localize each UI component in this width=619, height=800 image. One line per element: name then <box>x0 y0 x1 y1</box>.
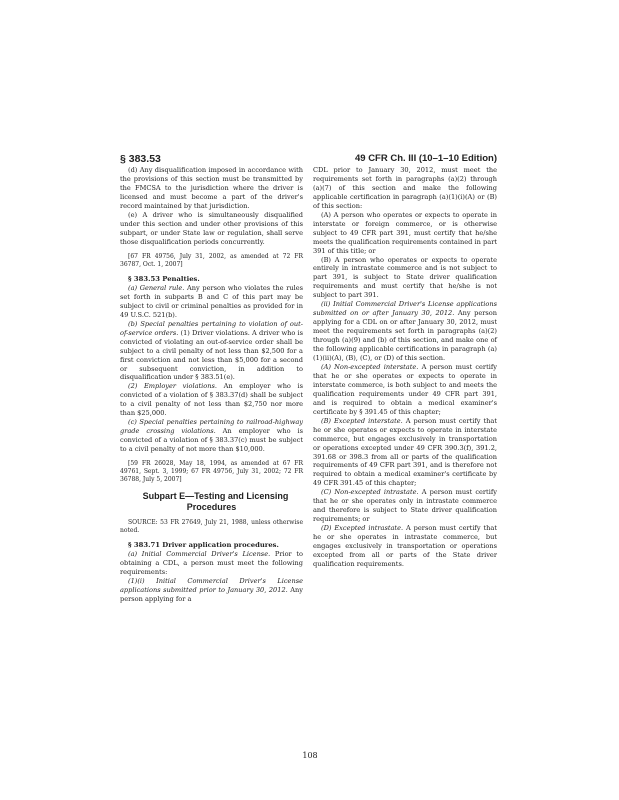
paragraph: CDL prior to January 30, 2012, must meet the requirements set forth in paragraphs (a)(2) through (a)(7) of this section and make the following applicable certification in paragraph (a)(1)(i)(A) or (B) of this section: <box>313 166 497 210</box>
paragraph-label: (C) Non-excepted intrastate. <box>321 488 419 497</box>
paragraph <box>120 550 303 577</box>
section-heading: § 383.53 Penalties. <box>128 274 200 283</box>
right-column <box>313 166 497 569</box>
paragraph-label: (b) Special penalties pertaining to violation of out-of-service orders. <box>120 319 303 337</box>
paragraph <box>120 284 303 320</box>
paragraph <box>313 524 497 569</box>
running-title: 49 CFR Ch. III (10–1–10 Edition) <box>354 153 497 164</box>
paragraph: (A) A person who operates or expects to operate in interstate or foreign commerce, or is otherwise subject to 49 CFR part 391, must certify that he/she meets the qualification requirements contained in part 391 of this title; or <box>313 210 497 255</box>
paragraph-label: (2) Employer violations. <box>128 382 217 391</box>
paragraph-label: (D) Excepted intrastate. <box>321 524 404 533</box>
paragraph-label: (a) General rule. <box>128 283 185 292</box>
paragraph: (d) Any disqualification imposed in accordance with the provisions of this section must be transmitted by the FMCSA to the jurisdiction where the driver is licensed and must become a part of the driver's record maintained by that jurisdiction. <box>120 166 303 210</box>
paragraph-text: Any person applying for a CDL on or after January 30, 2012, must meet the requirements set forth in paragraphs (a)(2) through (a)(9) and (b) of this section, and make one of the following applicable certifications in paragraph (a)(1)(ii)(A), (B), (C), or (D) of this section. <box>313 309 497 363</box>
paragraph-text: A person must certify that he or she operates or expects to operate in interstate commerce, but engages exclusively in transportation or operations excepted under 49 CFR 390.3(f), 391.2, 391.68 or 398.3 from all or parts of the qualification requirements of 49 CFR part 391, and is therefore not required to obtain a medical examiner's certificate by 49 CFR 391.45 of this chapter; <box>313 416 497 488</box>
paragraph <box>120 382 303 418</box>
paragraph-text: A person must certify that he or she operates or expects to operate in interstate commerce, is both subject to and meets the qualification requirements under 49 CFR part 391, and is required to obtain a medical examiner's certificate by § 391.45 of this chapter; <box>313 362 497 416</box>
paragraph-text: Any person applying for a <box>120 585 303 603</box>
paragraph <box>313 417 497 489</box>
paragraph <box>120 577 303 604</box>
left-column <box>120 166 303 604</box>
section-heading: § 383.71 Driver application procedures. <box>128 541 279 550</box>
subpart-heading: Subpart E—Testing and Licensing Procedures <box>142 490 289 512</box>
paragraph-text: An employer who is convicted of a violation of § 383.37(c) must be subject to a civil penalty of not more than $10,000. <box>120 427 304 454</box>
paragraph <box>120 320 303 383</box>
page-number: 108 <box>302 751 318 760</box>
paragraph-label: (a) Initial Commercial Driver's License. <box>128 550 271 559</box>
paragraph-label: (1)(i) Initial Commercial Driver's License applications submitted prior to January 30, 2012. <box>120 576 303 594</box>
paragraph: (B) A person who operates or expects to operate entirely in intrastate commerce and is not subject to part 391, is subject to State driver qualification requirements and must certify that he/she is not subject to part 391. <box>313 255 497 300</box>
citation: [59 FR 26028, May 18, 1994, as amended at 67 FR 49761, Sept. 3, 1999; 67 FR 49756, July 31, 2002; 72 FR 36788, July 5, 2007] <box>120 460 303 484</box>
paragraph <box>120 418 303 454</box>
paragraph-text: A person must certify that he or she operates in intrastate commerce, but engages exclusively in transportation or operations excepted from all or parts of the State driver qualification requirements. <box>313 524 497 568</box>
paragraph-label: (B) Excepted interstate. <box>321 416 403 425</box>
paragraph-label: (A) Non-excepted interstate. <box>321 362 419 371</box>
paragraph-text: Prior to obtaining a CDL, a person must meet the following requirements: <box>120 550 303 576</box>
paragraph <box>313 363 497 417</box>
paragraph: (e) A driver who is simultaneously disqualified under this section and under other provisions of this subpart, or under State law or regulation, shall serve those disqualification periods concurrently. <box>120 210 303 246</box>
paragraph-text: (1) Driver violations. A driver who is convicted of violating an out-of-service order shall be subject to a civil penalty of not less than $2,500 for a first conviction and not less than $5,000 for a second or subsequent conviction, in addition to disqualification under § 383.51(e). <box>120 328 303 382</box>
paragraph-text: A person must certify that he or she operates only in intrastate commerce and therefore is subject to State driver qualification requirements; or <box>313 488 497 524</box>
paragraph <box>313 300 497 363</box>
paragraph-text: Any person who violates the rules set forth in subparts B and C of this part may be subject to civil or criminal penalties as provided for in 49 U.S.C. 521(b). <box>120 283 303 319</box>
paragraph <box>313 488 497 524</box>
paragraph-text: An employer who is convicted of a violation of § 383.37(d) shall be subject to a civil penalty of not less than $2,750 nor more than $25,000. <box>120 382 303 418</box>
section-header: § 383.53 <box>120 153 161 165</box>
citation: [67 FR 49756, July 31, 2002, as amended at 72 FR 36787, Oct. 1, 2007] <box>120 252 303 268</box>
paragraph-label: (ii) Initial Commercial Driver's License applications submitted on or after January 30, 2012. <box>313 300 497 318</box>
source-note: SOURCE: 53 FR 27649, July 21, 1988, unless otherwise noted. <box>120 518 303 534</box>
paragraph-label: (c) Special penalties pertaining to railroad-highway grade crossing violations. <box>120 418 303 436</box>
